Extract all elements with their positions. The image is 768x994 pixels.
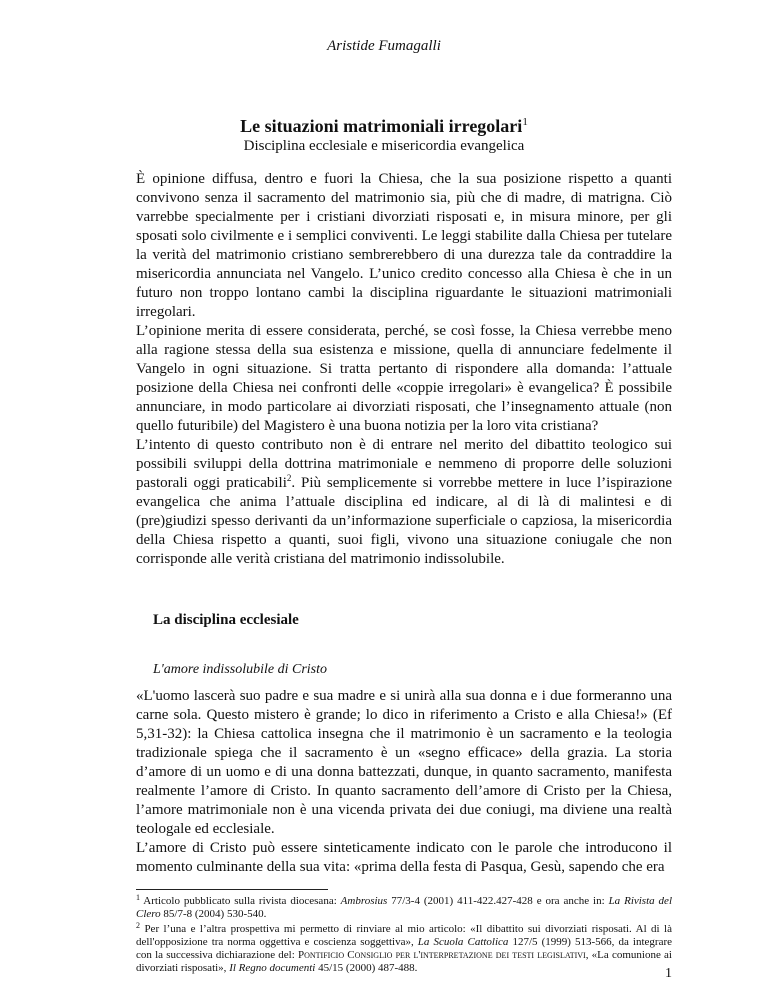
footnote-ref-2[interactable]: 2 [286, 473, 292, 483]
intro-paragraph-1: È opinione diffusa, dentro e fuori la Chiesa, che la sua posizione rispetto a quanti convivono senza il sacramento del matrimonio sia, più che di madre, di matrigna. Ciò varrebbe specialmente per i cristiani divorziati risposati e, in misura minore, per gli sposati solo civilmente e i semplici conviventi. Le leggi stabilite dalla Chiesa per tutelare la verità del matrimonio cristiano sembrerebbero di una durezza tale da contraddire la misericordia annunciata nel Vangelo. L’unico credito concesso alla Chiesa è che in un futuro non troppo lontano cambi la disciplina riguardante le situazioni matrimoniali irregolari. [136, 171, 672, 320]
footnote-1-text-c: 85/7-8 (2004) 530-540. [160, 908, 267, 920]
section-text [136, 687, 672, 877]
intro-paragraph-3-text-a: L’intento di questo contributo non è di entrare nel merito del dibattito teologico sui possibili sviluppi della dottrina matrimoniale e nemmeno di proporre delle soluzioni pastorali oggi praticabili [136, 437, 672, 491]
footnote-1-number: 1 [136, 893, 140, 902]
footnote-2 [136, 923, 672, 975]
footnote-2-council: Pontificio Consiglio per l'interpretazione dei testi legislativi [297, 949, 586, 961]
running-title: Aristide Fumagalli [327, 38, 441, 54]
intro-paragraph-2: L’opinione merita di essere considerata, perché, se così fosse, la Chiesa verrebbe meno alla ragione stessa della sua esistenza e missione, quella di annunciare fedelmente il Vangelo in ogni situazione. Si tratta pertanto di rispondere alla domanda: l’attuale posizione della Chiesa nei confronti delle «coppie irregolari» è evangelica? È possibile annunciare, in modo particolare ai divorziati risposati, che l’insegnamento attuale (non quello futuribile) del Magistero è una buona notizia per la loro vita cristiana? [136, 323, 672, 434]
footnote-2-text-c: , «La comunione ai divorziati risposati», [136, 949, 672, 974]
section-paragraph-1: «L'uomo lascerà suo padre e sua madre e si unirà alla sua donna e i due formeranno una carne sola. Questo mistero è grande; lo dico in riferimento a Cristo e alla Chiesa!» (Ef 5,31-32): la Chiesa cattolica insegna che il matrimonio è un sacramento e la teologia tradizionale spiega che il sacramento è un «segno efficace» della grazia. La storia d’amore di un uomo e di una donna battezzati, dunque, in quanto sacramento, manifesta realmente l’amore di Cristo. In quanto sacramento dell’amore di Cristo per la Chiesa, l’amore matrimoniale non è una vicenda privata dei due coniugi, ma diviene una realtà teologale ed ecclesiale. [136, 688, 672, 837]
footnote-1-text-b: 77/3-4 (2001) 411-422.427-428 e ora anche in: [387, 895, 609, 907]
subsection-heading: L'amore indissolubile di Cristo [153, 662, 327, 677]
footnote-2-text-a: Per l’una e l’altra prospettiva mi permetto di rinviare al mio articolo: «Il dibattito sui divorziati risposati. Al di là dell'opposizione tra norma oggettiva e coscienza soggettiva», [136, 923, 672, 948]
footnote-2-number: 2 [136, 921, 140, 930]
footnote-2-journal-2: Il Regno documenti [229, 962, 316, 974]
intro-paragraph-3 [136, 436, 672, 569]
footnote-2-text-b: 127/5 (1999) 513-566, da integrare con la successiva dichiarazione del: [136, 936, 672, 961]
intro-text [136, 170, 672, 569]
footnote-divider [136, 889, 328, 890]
section-heading: La disciplina ecclesiale [153, 612, 299, 628]
article-title [0, 116, 768, 137]
title-footnote-ref[interactable]: 1 [522, 116, 528, 128]
footnote-1 [136, 895, 672, 921]
footnote-2-journal-1: La Scuola Cattolica [417, 936, 509, 948]
footnote-2-text-d: 45/15 (2000) 487-488. [315, 962, 418, 974]
footnote-1-journal-2: La Rivista del Clero [136, 895, 672, 920]
intro-paragraph-3-text-b: . Più semplicemente si vorrebbe mettere in luce l’ispirazione evangelica che anima l’attuale disciplina ed indicare, al di là di malintesi e di (pre)giudizi spesso derivanti da un’informazione superficiale o capziosa, la misericordia della Chiesa rispetto a quanti, suoi figli, vivono una situazione coniugale che non corrisponde alle verità cristiana del matrimonio indissolubile. [136, 475, 672, 567]
section-paragraph-2: L’amore di Cristo può essere sinteticamente indicato con le parole che introducono il momento culminante della sua vita: «prima della festa di Pasqua, Gesù, sapendo che era [136, 840, 672, 875]
article-subtitle: Disciplina ecclesiale e misericordia evangelica [243, 138, 525, 154]
article-title-text: Le situazioni matrimoniali irregolari [240, 116, 523, 136]
footnote-1-journal-1: Ambrosius [340, 895, 388, 907]
footnotes [136, 895, 672, 977]
footnote-1-text-a: Articolo pubblicato sulla rivista diocesana: [140, 895, 341, 907]
page-number: 1 [665, 966, 672, 981]
